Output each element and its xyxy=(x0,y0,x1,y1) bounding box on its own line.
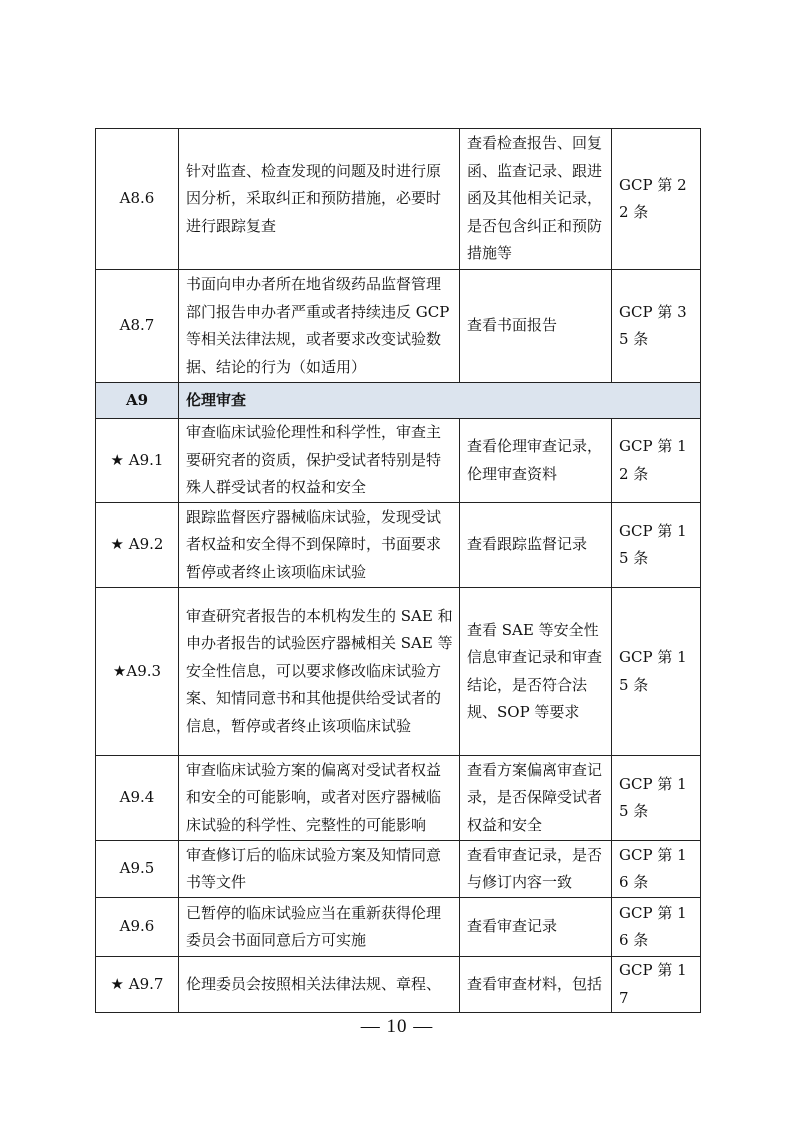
item-code: A9.6 xyxy=(96,898,179,957)
legal-basis-cell: GCP 第 17 xyxy=(612,957,701,1013)
table-row xyxy=(96,270,701,383)
table-row xyxy=(96,841,701,898)
requirement-cell: 审查临床试验方案的偏离对受试者权益和安全的可能影响，或者对医疗器械临床试验的科学性、完整性的可能影响 xyxy=(179,756,460,841)
legal-basis-cell: GCP 第 16 条 xyxy=(612,841,701,898)
item-code: ★A9.3 xyxy=(96,588,179,756)
table-row xyxy=(96,898,701,957)
check-method-cell: 查看书面报告 xyxy=(460,270,612,383)
requirement-cell: 伦理委员会按照相关法律法规、章程、 xyxy=(179,957,460,1013)
legal-basis-cell: GCP 第 22 条 xyxy=(612,129,701,270)
legal-basis-cell: GCP 第 12 条 xyxy=(612,419,701,503)
legal-basis-cell: GCP 第 35 条 xyxy=(612,270,701,383)
table-row xyxy=(96,957,701,1013)
section-header-row xyxy=(96,383,701,419)
check-method-cell: 查看伦理审查记录，伦理审查资料 xyxy=(460,419,612,503)
check-method-cell: 查看跟踪监督记录 xyxy=(460,503,612,588)
check-method-cell: 查看 SAE 等安全性信息审查记录和审查结论，是否符合法规、SOP 等要求 xyxy=(460,588,612,756)
page-number: — 10 — xyxy=(360,1016,434,1037)
section-code: A9 xyxy=(96,383,179,419)
item-code: A9.4 xyxy=(96,756,179,841)
item-code: A9.5 xyxy=(96,841,179,898)
table-row xyxy=(96,129,701,270)
check-method-cell: 查看审查记录 xyxy=(460,898,612,957)
requirement-cell: 已暂停的临床试验应当在重新获得伦理委员会书面同意后方可实施 xyxy=(179,898,460,957)
requirement-cell: 书面向申办者所在地省级药品监督管理部门报告申办者严重或者持续违反 GCP 等相关法律法规，或者要求改变试验数据、结论的行为（如适用） xyxy=(179,270,460,383)
item-code: ★ A9.1 xyxy=(96,419,179,503)
item-code: ★ A9.7 xyxy=(96,957,179,1013)
section-title: 伦理审查 xyxy=(179,383,701,419)
legal-basis-cell: GCP 第 15 条 xyxy=(612,503,701,588)
check-method-cell: 查看方案偏离审查记录，是否保障受试者权益和安全 xyxy=(460,756,612,841)
check-method-cell: 查看审查材料，包括 xyxy=(460,957,612,1013)
item-code: A8.6 xyxy=(96,129,179,270)
requirement-cell: 针对监查、检查发现的问题及时进行原因分析，采取纠正和预防措施，必要时进行跟踪复查 xyxy=(179,129,460,270)
requirement-cell: 审查修订后的临床试验方案及知情同意书等文件 xyxy=(179,841,460,898)
requirement-cell: 跟踪监督医疗器械临床试验，发现受试者权益和安全得不到保障时，书面要求暂停或者终止该项临床试验 xyxy=(179,503,460,588)
inspection-table xyxy=(95,128,701,1013)
table-row xyxy=(96,503,701,588)
legal-basis-cell: GCP 第 15 条 xyxy=(612,588,701,756)
requirement-cell: 审查研究者报告的本机构发生的 SAE 和申办者报告的试验医疗器械相关 SAE 等安全性信息，可以要求修改临床试验方案、知情同意书和其他提供给受试者的信息，暂停或者终止该项临床试验 xyxy=(179,588,460,756)
table-row xyxy=(96,419,701,503)
legal-basis-cell: GCP 第 15 条 xyxy=(612,756,701,841)
table-row xyxy=(96,756,701,841)
check-method-cell: 查看检查报告、回复函、监查记录、跟进函及其他相关记录，是否包含纠正和预防措施等 xyxy=(460,129,612,270)
table-row xyxy=(96,588,701,756)
item-code: ★ A9.2 xyxy=(96,503,179,588)
legal-basis-cell: GCP 第 16 条 xyxy=(612,898,701,957)
check-method-cell: 查看审查记录，是否与修订内容一致 xyxy=(460,841,612,898)
requirement-cell: 审查临床试验伦理性和科学性，审查主要研究者的资质，保护受试者特别是特殊人群受试者的权益和安全 xyxy=(179,419,460,503)
item-code: A8.7 xyxy=(96,270,179,383)
